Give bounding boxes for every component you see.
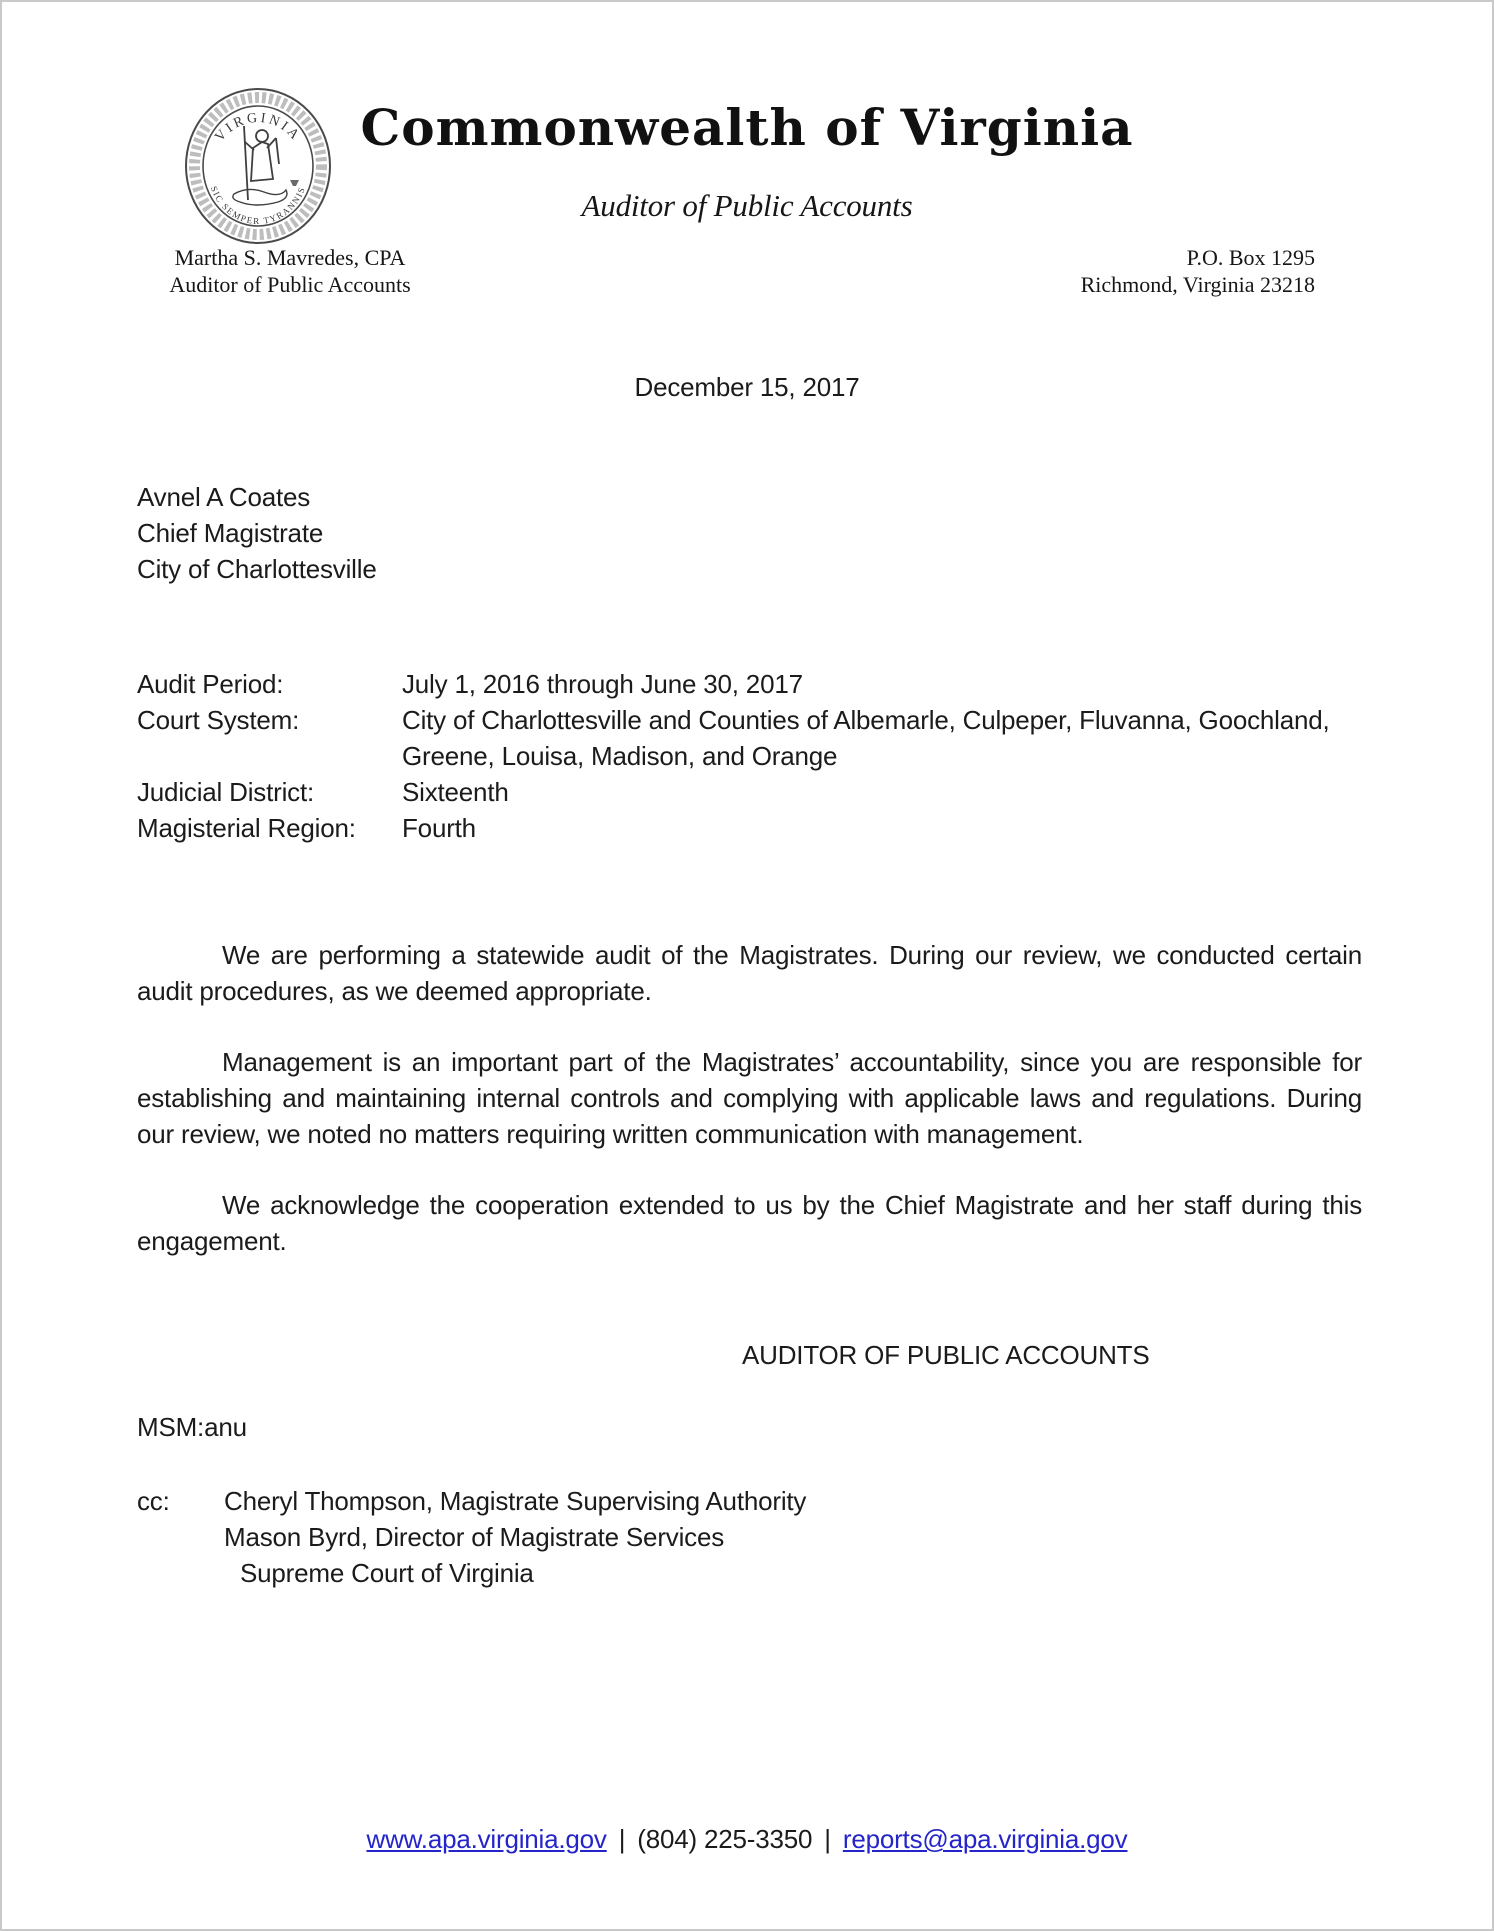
agency-subtitle: Auditor of Public Accounts bbox=[581, 188, 913, 223]
cc-item: Cheryl Thompson, Magistrate Supervising Authority bbox=[224, 1486, 807, 1516]
info-label-magisterial-region: Magisterial Region: bbox=[137, 813, 356, 843]
recipient-block bbox=[137, 479, 377, 587]
body-paragraph-2: Management is an important part of the Magistrates’ accountability, since you are responsible for establishing and maintaining internal controls and complying with applicable laws and regulations. During our review, we noted no matters requiring written communication with management. bbox=[137, 1047, 1362, 1149]
email-link[interactable]: reports@apa.virginia.gov bbox=[842, 1824, 1128, 1854]
phone-number: (804) 225-3350 bbox=[637, 1824, 813, 1854]
cc-list bbox=[224, 1483, 806, 1591]
letter-date: December 15, 2017 bbox=[634, 372, 860, 402]
cc-block bbox=[137, 1483, 806, 1591]
seal-top-text: VIRGINIA bbox=[212, 110, 304, 145]
cc-item: Supreme Court of Virginia bbox=[240, 1558, 534, 1588]
cc-label: cc: bbox=[137, 1486, 170, 1516]
footer-separator: | bbox=[618, 1824, 626, 1854]
official-name: Martha S. Mavredes, CPA bbox=[174, 245, 406, 270]
official-title: Auditor of Public Accounts bbox=[169, 272, 411, 297]
audit-info-table bbox=[137, 666, 1365, 846]
reference-initials: MSM:anu bbox=[137, 1412, 247, 1442]
agency-address-block bbox=[895, 244, 1315, 298]
info-value-judicial-district: Sixteenth bbox=[402, 777, 509, 807]
cc-item: Mason Byrd, Director of Magistrate Services bbox=[224, 1522, 725, 1552]
recipient-locality: City of Charlottesville bbox=[137, 554, 377, 584]
recipient-title: Chief Magistrate bbox=[137, 518, 324, 548]
page-title: Commonwealth of Virginia bbox=[360, 98, 1134, 157]
address-po-box: P.O. Box 1295 bbox=[1186, 245, 1315, 270]
address-city: Richmond, Virginia 23218 bbox=[1080, 272, 1315, 297]
info-label-court-system: Court System: bbox=[137, 705, 300, 735]
info-value-magisterial-region: Fourth bbox=[402, 813, 476, 843]
footer-separator: | bbox=[824, 1824, 831, 1854]
website-link[interactable]: www.apa.virginia.gov bbox=[366, 1824, 607, 1854]
page-footer bbox=[2, 1824, 1492, 1855]
recipient-name: Avnel A Coates bbox=[137, 482, 311, 512]
info-value-audit-period: July 1, 2016 through June 30, 2017 bbox=[402, 669, 803, 699]
info-value-court-system: City of Charlottesville and Counties of Albemarle, Culpeper, Fluvanna, Goochland, Greene, Louisa, Madison, and Orange bbox=[402, 705, 1330, 771]
body-paragraph-3: We acknowledge the cooperation extended to us by the Chief Magistrate and her staff during this engagement. bbox=[137, 1190, 1362, 1256]
info-label-audit-period: Audit Period: bbox=[137, 669, 284, 699]
body-paragraph-1: We are performing a statewide audit of the Magistrates. During our review, we conducted certain audit procedures, as we deemed appropriate. bbox=[137, 940, 1362, 1006]
signature-organization: AUDITOR OF PUBLIC ACCOUNTS bbox=[742, 1340, 1150, 1370]
seal-bottom-text: SIC SEMPER TYRANNIS bbox=[208, 184, 308, 227]
info-label-judicial-district: Judicial District: bbox=[137, 777, 314, 807]
official-contact-block bbox=[135, 244, 445, 298]
